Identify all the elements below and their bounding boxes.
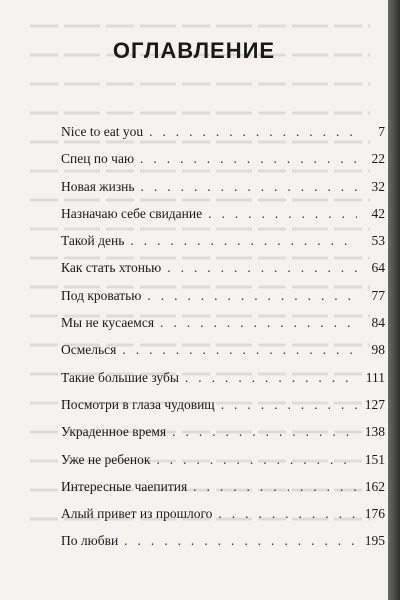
toc-entry: [61, 124, 385, 151]
toc-entry: [61, 342, 385, 369]
dot-leader: [124, 533, 357, 549]
toc-entry: [61, 397, 385, 424]
dot-leader: [208, 206, 357, 222]
dot-leader: [141, 179, 357, 195]
toc-entry: [61, 260, 385, 287]
toc-entry: [61, 206, 385, 233]
dot-leader: [221, 397, 357, 413]
toc-entry-title: Под кроватью: [61, 287, 142, 303]
page-title: ОГЛАВЛЕНИЕ: [112, 38, 276, 63]
toc-entry-page: 53: [371, 233, 385, 249]
toc-entry: [61, 506, 385, 533]
toc-entry: [61, 479, 385, 506]
toc-entry-page: 32: [371, 178, 385, 194]
dot-leader: [160, 315, 357, 331]
toc-entry-page: 195: [364, 533, 385, 549]
dot-leader: [147, 288, 357, 304]
table-of-contents: [61, 124, 385, 561]
toc-entry: [61, 233, 385, 260]
book-spine-edge: [388, 0, 400, 600]
toc-entry: [61, 424, 385, 451]
toc-entry-title: Спец по чаю: [61, 151, 135, 167]
toc-entry-page: 7: [378, 124, 385, 139]
toc-entry-page: 22: [371, 151, 385, 167]
dot-leader: [130, 233, 357, 249]
toc-entry-page: 111: [365, 369, 385, 385]
toc-entry-title: Осмелься: [61, 342, 117, 358]
toc-entry-page: 151: [364, 451, 385, 467]
toc-entry-page: 77: [371, 287, 385, 303]
dot-leader: [140, 151, 357, 167]
toc-entry-title: Интересные чаепития: [61, 478, 188, 494]
toc-entry-title: По любви: [61, 533, 119, 549]
toc-entry-page: 162: [364, 478, 385, 494]
toc-entry-title: Nice to eat you: [61, 124, 144, 139]
dot-leader: [149, 124, 357, 140]
toc-entry-title: Как стать хтонью: [61, 260, 162, 276]
toc-entry-page: 138: [364, 424, 385, 440]
dot-leader: [167, 260, 357, 276]
toc-entry: [61, 315, 385, 342]
toc-entry-title: Украденное время: [61, 424, 167, 440]
toc-entry-title: Такие большие зубы: [61, 369, 179, 385]
dot-leader: [172, 424, 357, 440]
dot-leader: [156, 452, 357, 468]
toc-entry-title: Уже не ребенок: [61, 451, 151, 467]
dot-leader: [218, 506, 357, 522]
toc-entry-page: 64: [371, 260, 385, 276]
dot-leader: [185, 370, 357, 386]
toc-entry: [61, 151, 385, 178]
toc-entry-title: Алый привет из прошлого: [61, 506, 213, 522]
dot-leader: [122, 342, 357, 358]
toc-entry-page: 98: [371, 342, 385, 358]
toc-entry: [61, 533, 385, 560]
toc-entry-title: Мы не кусаемся: [61, 315, 155, 331]
toc-entry-page: 176: [364, 506, 385, 522]
toc-entry: [61, 288, 385, 315]
dot-leader: [193, 479, 357, 495]
toc-entry-title: Посмотри в глаза чудовищ: [61, 396, 215, 412]
toc-entry-title: Такой день: [61, 233, 125, 249]
toc-entry-title: Новая жизнь: [61, 178, 135, 194]
toc-entry: [61, 452, 385, 479]
toc-entry-page: 127: [364, 396, 385, 412]
toc-entry: [61, 370, 385, 397]
toc-entry-page: 42: [371, 205, 385, 221]
toc-entry-title: Назначаю себе свидание: [61, 205, 203, 221]
toc-entry-page: 84: [371, 315, 385, 331]
toc-entry: [61, 179, 385, 206]
